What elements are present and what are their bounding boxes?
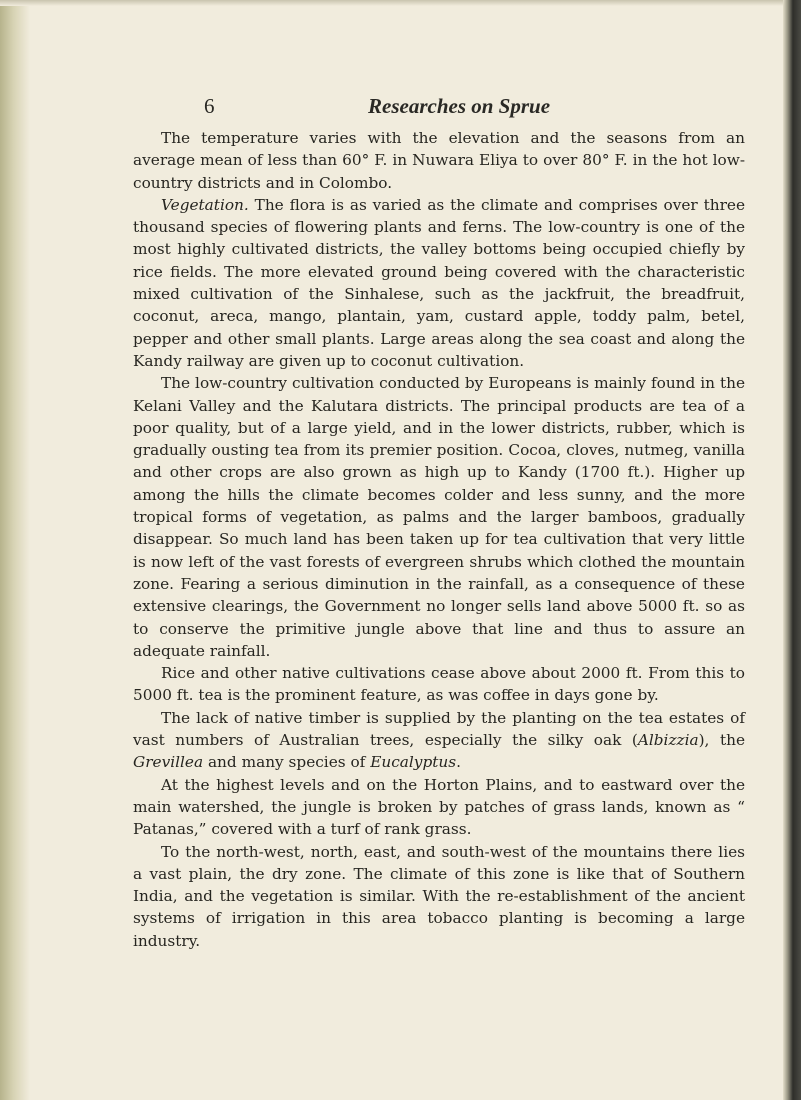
section-lead-vegetation: Vegetation. [161, 195, 249, 214]
species-eucalyptus: Eucalyptus [370, 753, 457, 772]
paragraph-vegetation-text: The flora is as varied as the climate and comprises over three thousand species of flowering plants and ferns. The low-country is one of the most highly cultivated districts, the valley bottoms being occupied chiefly by rice fields. The more elevated ground being covered with the characteristic mixed cultivation of the Sinhalese, such as the jackfruit, the breadfruit, coconut, areca, mango, plantain, yam, custard apple, toddy palm, betel, pepper and other small plants. Large areas along the sea coast and along the Kandy railway are given up to coconut cultivation. [133, 195, 745, 370]
paragraph-rice: Rice and other native cultivations cease above about 2000 ft. From this to 5000 ft. tea is the prominent feature, as was coffee in days gone by. [133, 664, 745, 705]
binding-gutter [0, 0, 30, 1100]
page-top-edge [0, 0, 801, 6]
page-number: 6 [204, 94, 215, 118]
running-title: Researches on Sprue [368, 94, 551, 118]
page-right-edge [783, 0, 801, 1100]
timber-text-a: The lack of native timber is supplied by the planting on the tea estates of vast numbers of Australian trees, especially the silky oak ( [133, 708, 745, 750]
paragraph-horton-plains: At the highest levels and on the Horton Plains, and to eastward over the main watershed, the jungle is broken by patches of grass lands, known as “ Patanas,” covered with a turf of rank grass. [133, 775, 745, 839]
timber-text-c: and many species of [203, 753, 371, 772]
timber-text-b: ), the [698, 731, 745, 750]
species-albizzia: Albizzia [637, 731, 699, 750]
paragraph-timber [133, 707, 745, 774]
body-text [133, 127, 745, 952]
timber-text-d: . [456, 753, 461, 772]
paragraph-dry-zone: To the north-west, north, east, and south-west of the mountains there lies a vast plain, the dry zone. The climate of this zone is like that of Southern India, and the vegetation is similar. With the re-establishment of the ancient systems of irrigation in this area tobacco planting is becoming a large industry. [133, 842, 745, 950]
paragraph-low-country-cultivation: The low-country cultivation conducted by Europeans is mainly found in the Kelani Valley and the Kalutara districts. The principal products are tea of a poor quality, but of a large yield, and in the lower districts, rubber, which is gradually ousting tea from its premier position. Cocoa, cloves, nutmeg, vanilla and other crops are also grown as high up to Kandy (1700 ft.). Higher up among the hills the climate becomes colder and less sunny, and the more tropical forms of vegetation, as palms and the larger bamboos, gradually disappear. So much land has been taken up for tea cultivation that very little is now left of the vast forests of evergreen shrubs which clothed the mountain zone. Fearing a serious diminution in the rainfall, as a consequence of these extensive clearings, the Government no longer sells land above 5000 ft. so as to conserve the primitive jungle above that line and thus to assure an adequate rainfall. [133, 374, 745, 660]
paragraph-vegetation [133, 194, 745, 372]
paragraph-temperature: The temperature varies with the elevation and the seasons from an average mean of less than 60° F. in Nuwara Eliya to over 80° F. in the hot low-country districts and in Colombo. [133, 129, 745, 192]
species-grevillea: Grevillea [133, 753, 204, 772]
